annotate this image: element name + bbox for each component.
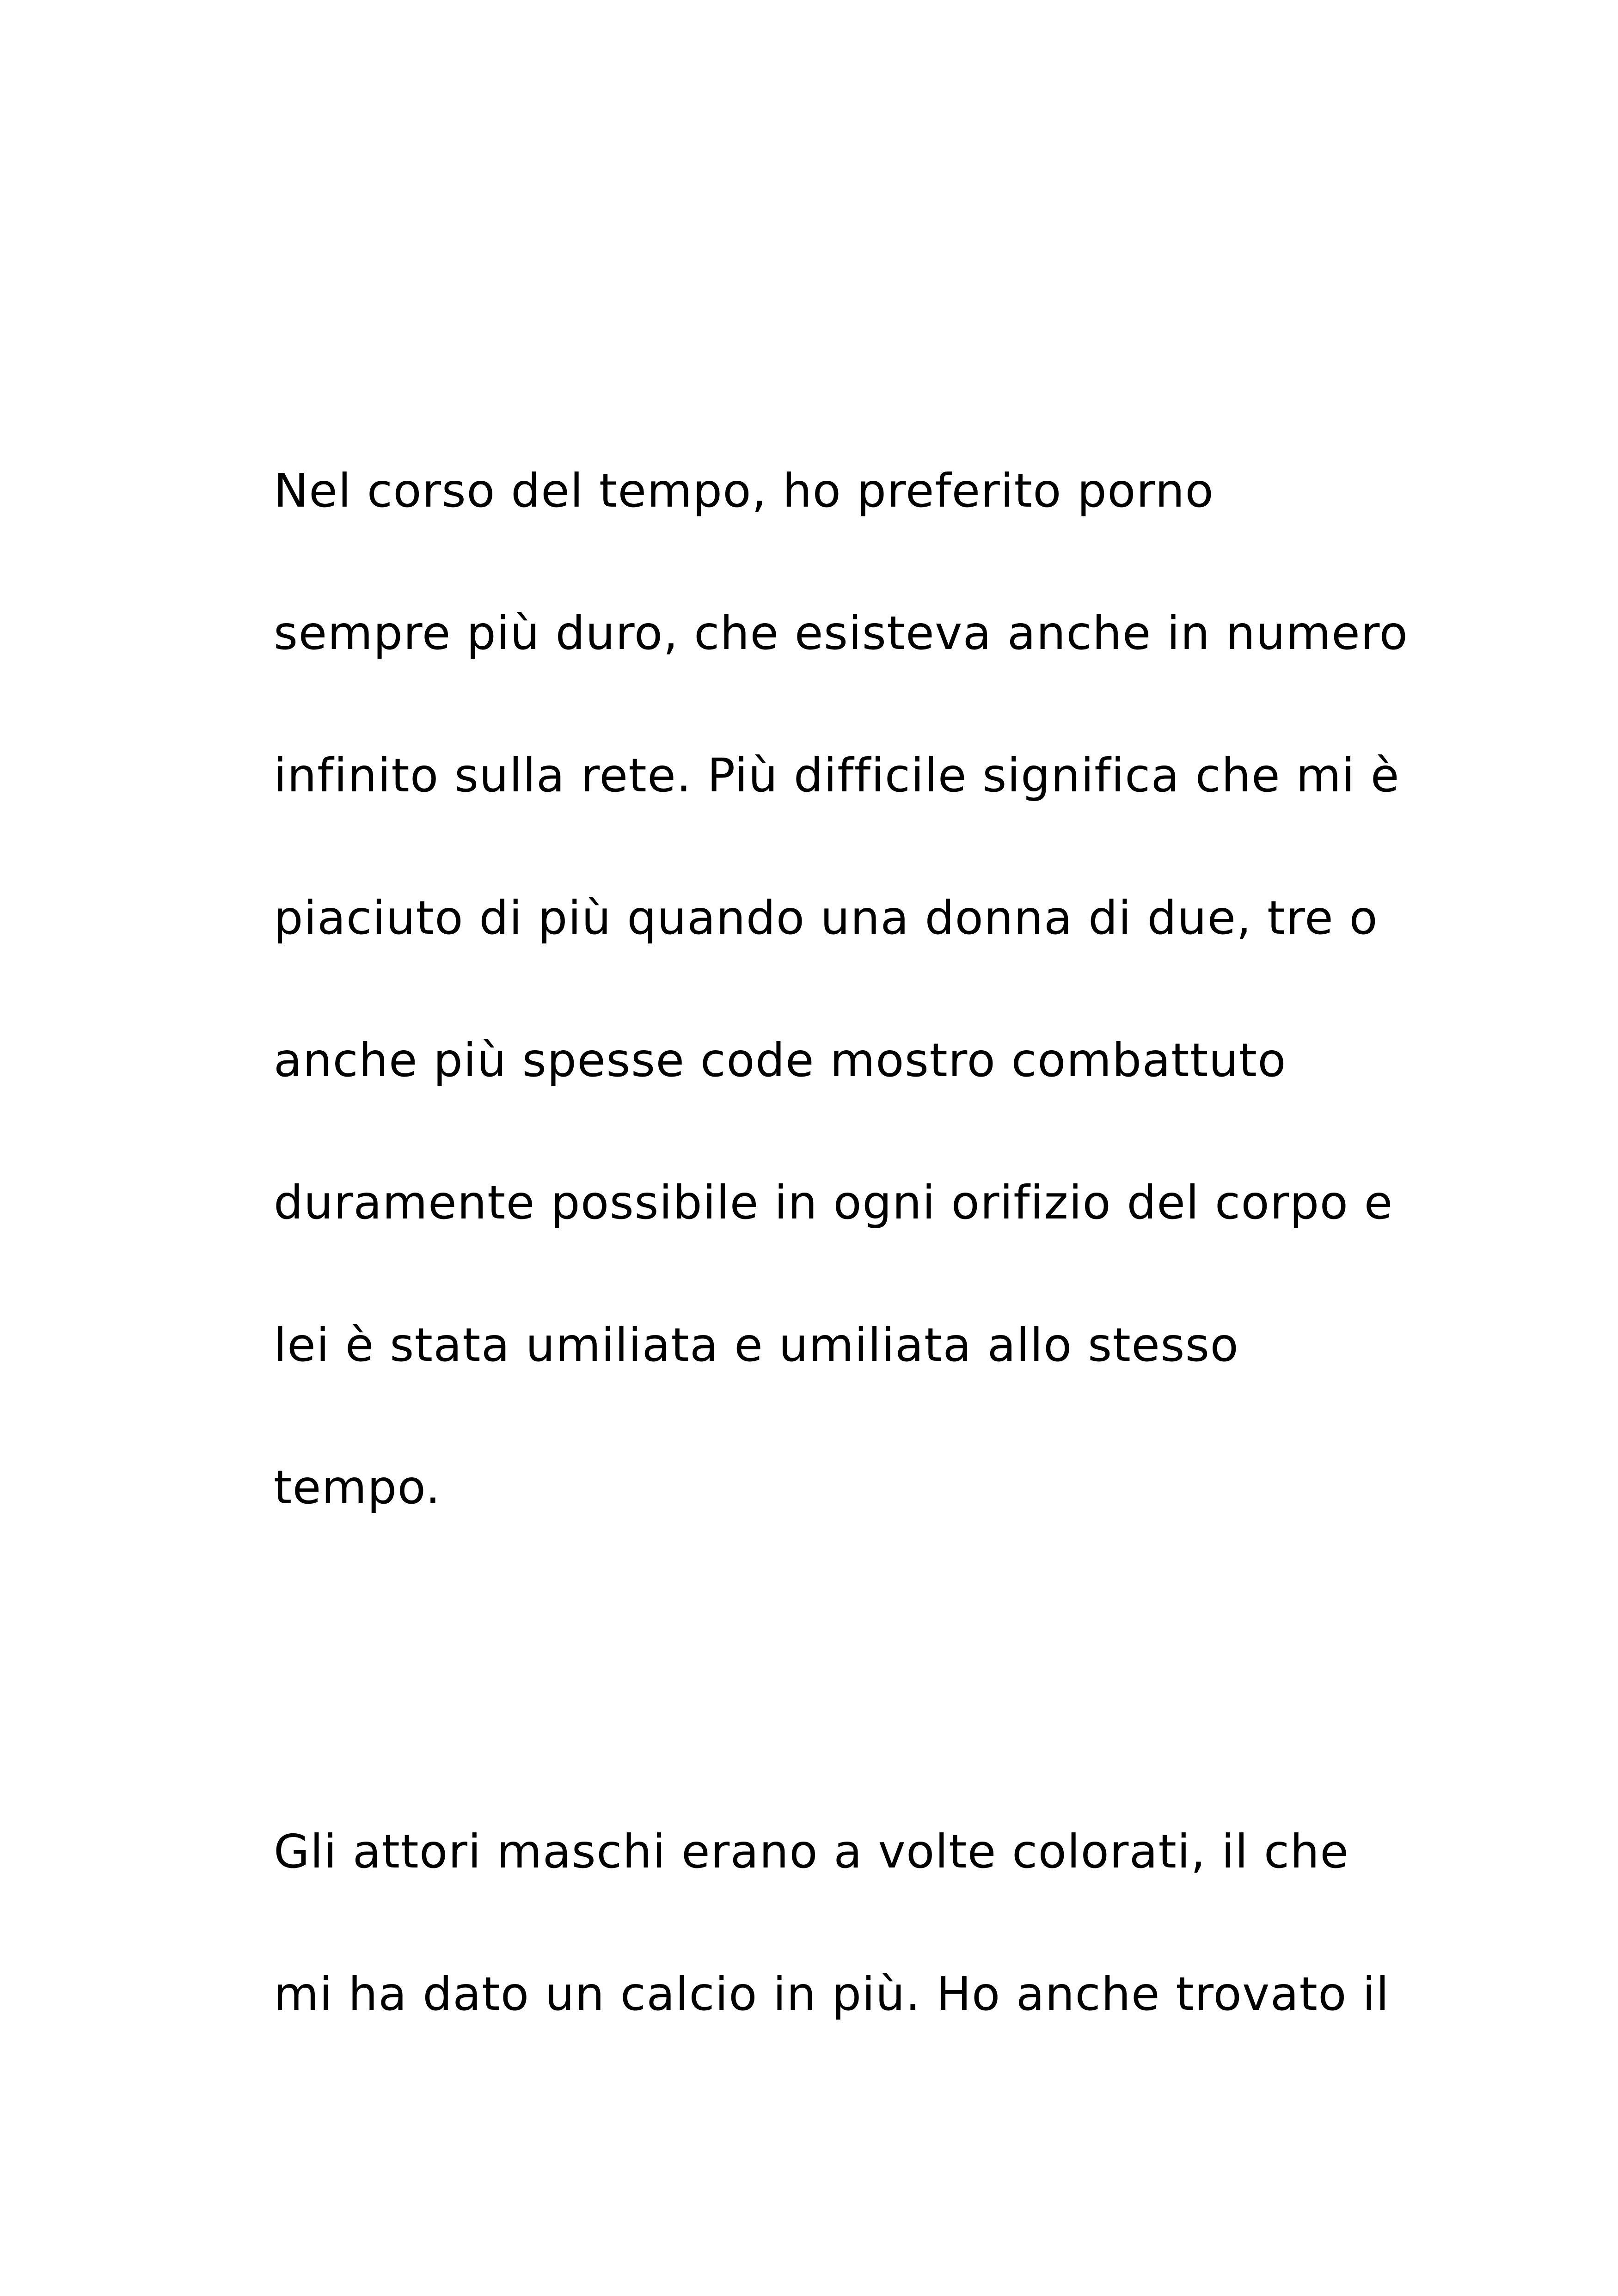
paragraph-1-line-7: lei è stata umiliata e umiliata allo stesso [274,1318,1239,1372]
paragraph-2-line-2: mi ha dato un calcio in più. Ho anche trovato il [274,1967,1390,2021]
paragraph-1-line-3: infinito sulla rete. Più difficile significa che mi è [274,748,1400,802]
paragraph-1-line-4: piaciuto di più quando una donna di due, tre o [274,891,1379,945]
paragraph-2-line-1: Gli attori maschi erano a volte colorati, il che [274,1825,1349,1879]
paragraph-1-line-5: anche più spesse code mostro combattuto [274,1033,1287,1087]
paragraph-1-line-1: Nel corso del tempo, ho preferito porno [274,464,1214,518]
paragraph-1-line-2: sempre più duro, che esisteva anche in numero [274,606,1409,660]
paragraph-1-line-6: duramente possibile in ogni orifizio del corpo e [274,1176,1393,1230]
paragraph-1-line-8: tempo. [274,1460,441,1514]
